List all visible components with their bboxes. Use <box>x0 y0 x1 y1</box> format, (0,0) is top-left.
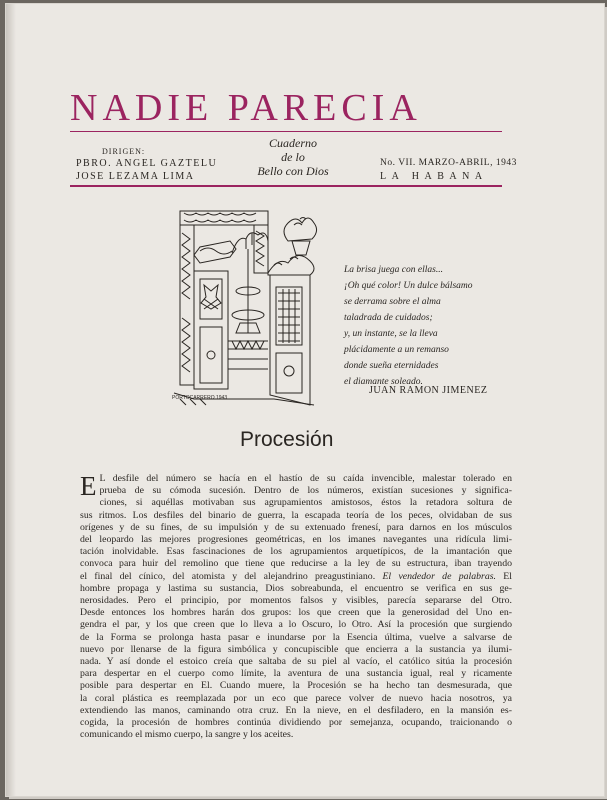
magazine-title: NADIE PARECIA <box>70 87 422 129</box>
poem-line: donde sueña eternidades <box>344 361 439 371</box>
article-line: nada. Y así donde el estoico creía que saltaba de su piel al vacío, el católico sitúa la procesión <box>80 656 512 668</box>
article-line: L desfile del número se hacía en el hastío de su caída invencible, malestar tolerado en <box>99 473 512 484</box>
article-line: la coral plástica es reemplazada por un eco que parece volver de nuevo hacia nosotros, ya <box>80 692 512 704</box>
article-line: cogida, la procesión de hombres continúa dividiendo por semejanza, ocupando, traicionando o <box>80 717 512 729</box>
poem-line: plácidamente a un remanso <box>344 345 449 355</box>
director-name-1: PBRO. ANGEL GAZTELU <box>76 158 218 169</box>
poem-line: se derrama sobre el alma <box>344 297 441 307</box>
door-right-panel <box>268 255 314 405</box>
article-title: Procesión <box>240 428 334 451</box>
page-binding-edge <box>6 4 16 796</box>
door-left-panel <box>194 241 236 389</box>
article-line: gendra el par, y los que creen que lo lleva a lo Oscuro, lo Otro. Así la procesión que surgiendo <box>80 619 512 631</box>
subtitle-line: de lo <box>281 150 305 164</box>
directors-label: DIRIGEN: <box>102 147 146 156</box>
subtitle-line: Cuaderno <box>269 136 317 150</box>
article-line: prueba de su cómoda sucesión. Dentro de los números, existían sucesiones y significa- <box>99 485 512 497</box>
masthead-rule-bottom <box>70 185 502 187</box>
article-line: sus ritmos. Los desfiles del binario de guerra, la escapada teoría de los peces, olvidaban de sus <box>80 509 512 521</box>
article-line: de la Forma se prolonga hasta pasar e inundarse por la Esencia última, vuelve a salvarse de <box>80 631 512 643</box>
article-body <box>80 473 512 741</box>
article-line: para despertar en el cuerpo como límite, la aventura de una sustancia igual, real y ricamente <box>80 668 512 680</box>
article-line: hombre propaga y lastima su sustancia, Dios sobreabunda, el encuentro se verifica en sus ge- <box>80 582 512 594</box>
article-line: del leopardo las mejores progresiones geométricas, en los imanes navegantes una ridícula limi- <box>80 534 512 546</box>
italic-reference: El vendedor de palabras. <box>382 570 496 582</box>
fountain <box>228 233 268 369</box>
poem-line: ¡Oh qué color! Un dulce bálsamo <box>344 281 473 291</box>
article-line: comunicando el mismo cuerpo, la sangre y los aceites. <box>80 729 294 741</box>
subtitle-line: Bello con Dios <box>257 164 329 178</box>
illustration-signature: PORTOCARRERO 1943 <box>172 395 228 401</box>
article-line-with-italic <box>80 571 512 583</box>
epigraph-author: JUAN RAMON JIMENEZ <box>369 385 488 396</box>
article-line: orígenes y de su fines, de su impulsión y de su extenuado frenesí, para darnos en los músculos <box>80 521 512 533</box>
director-name-2: JOSE LEZAMA LIMA <box>76 171 195 182</box>
masthead-rule-top <box>70 131 502 132</box>
magazine-subtitle <box>248 136 338 178</box>
publication-city: LA HABANA <box>380 171 488 182</box>
article-line: tación inolvidable. Esas fascinaciones de los agrupamientos arquetípicos, de la imantación que <box>80 546 512 558</box>
article-line: ciones, si aquéllas motivaban sus agrupamientos amistosos, éstos la retadora soltura de <box>99 497 512 509</box>
article-line: extendiendo las manos, caminando otra cruz. En la nieve, en el desfiladero, en la mansión es- <box>80 704 512 716</box>
poem-line: La brisa juega con ellas... <box>344 265 443 275</box>
issue-number: No. VII. MARZO-ABRIL, 1943 <box>380 158 517 168</box>
article-line: Desde entonces los hombres harán dos grupos: los que creen que la generosidad del Uno en- <box>80 607 512 619</box>
article-line: nerosidades. Pero el principio, por momentos falsos y visibles, parecía separarse del Otro. <box>80 595 512 607</box>
poem-line: taladrada de cuidados; <box>344 313 433 323</box>
flower-vase <box>284 218 317 256</box>
epigraph-poem <box>344 262 544 390</box>
poem-line: el diamante soleado. <box>344 377 423 387</box>
article-line: convoca para huir del remolino que tiene que reducirse a la ley de su estructura, iban trayendo <box>80 558 512 570</box>
illustration-drawing <box>170 203 320 413</box>
article-line-text: El <box>503 570 512 582</box>
poem-line: y, un instante, se la lleva <box>344 329 438 339</box>
article-line-text: el final del cínico, del atomista y del alejandrino preagustiniano. <box>80 570 376 582</box>
article-line: posible para despertar en El. Cuando muere, la Procesión se ha hecho tan desmesurada, que <box>80 680 512 692</box>
drop-cap: E <box>80 471 97 501</box>
article-line: nuevo por llenarse de la figura simbólica y concupiscible que encierra a la sustancia ya ilumi- <box>80 643 512 655</box>
